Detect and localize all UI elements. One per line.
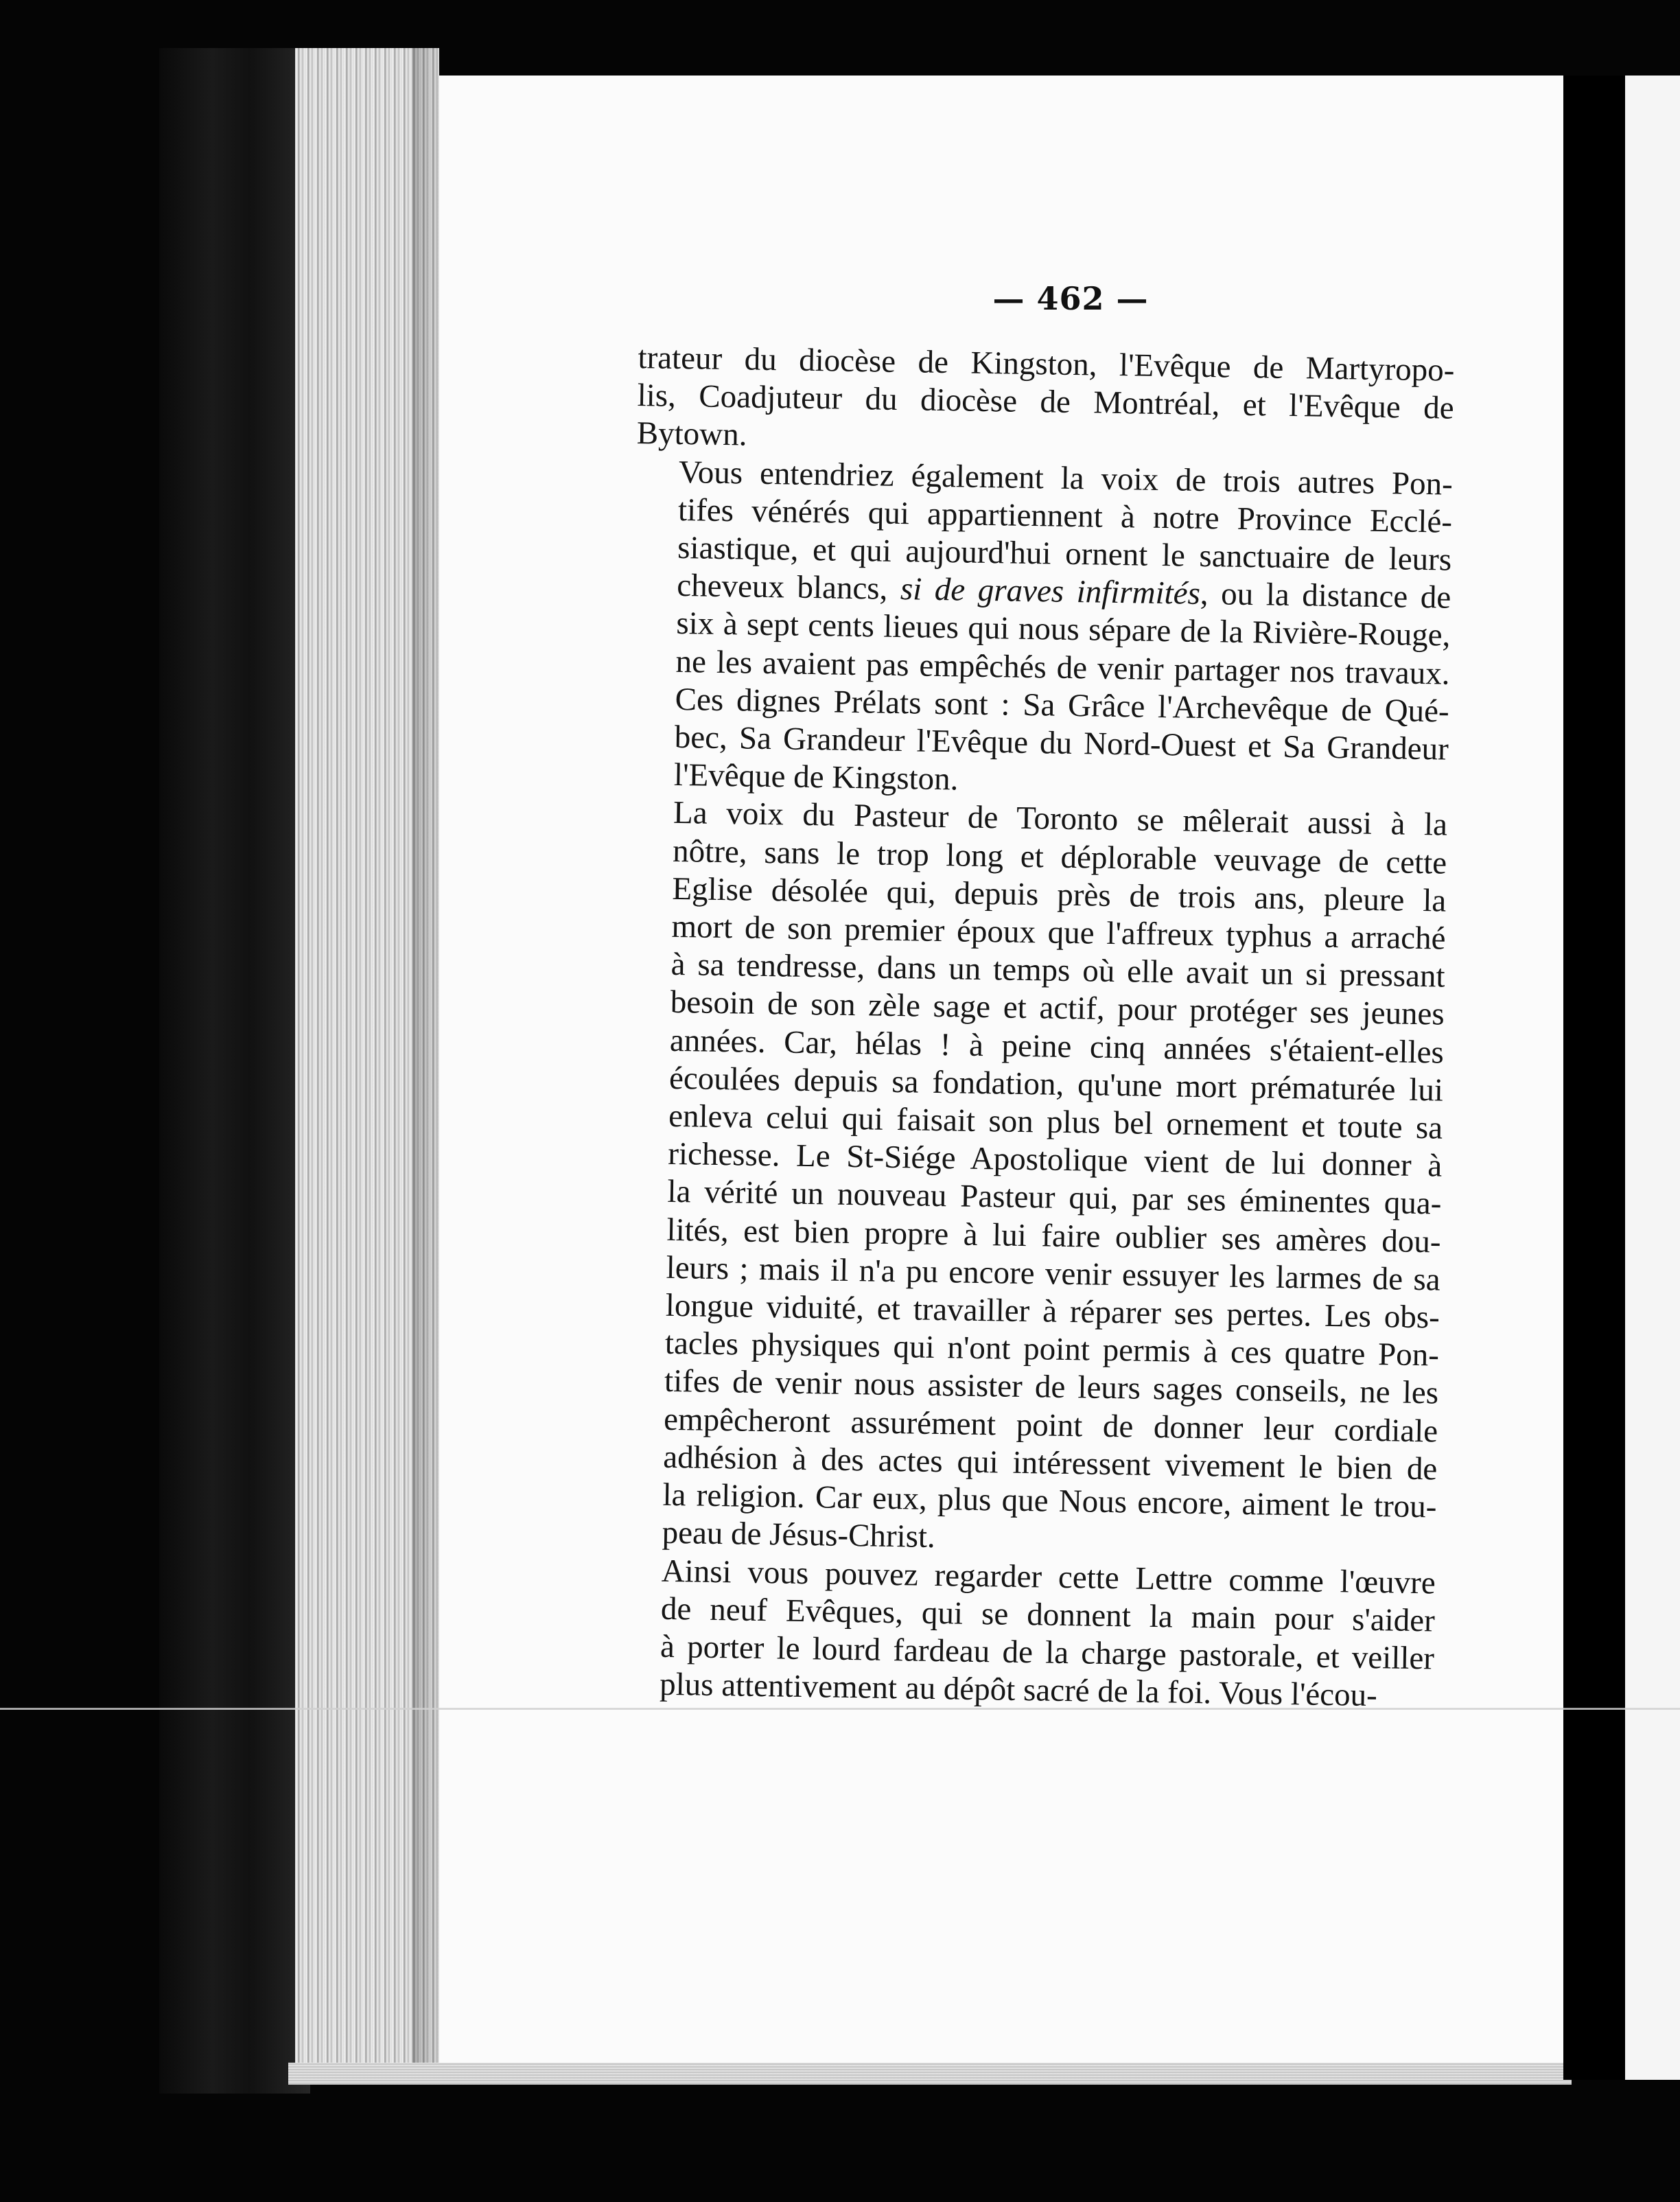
text-line: mort de son premier époux que l'affreux typhus a arraché [671,908,1446,957]
text-line: l'Evêque de Kingston. [673,757,959,798]
text-line: Ces dignes Prélats sont : Sa Grâce l'Archevêque de Qué- [675,681,1450,730]
text-line: tifes de venir nous assister de leurs sages conseils, ne les [664,1363,1439,1411]
facing-page-sliver [1625,76,1680,2080]
gutter-shadow [1563,76,1625,2080]
text-line: nôtre, sans le trop long et déplorable veuvage de cette [672,833,1447,881]
text-line: tifes vénérés qui appartiennent à notre Province Ecclé- [677,491,1453,540]
book-cover-edge [159,48,310,2094]
text-line: longue viduité, et travailler à réparer ses pertes. Les obs- [665,1287,1440,1336]
text-line: empêcheront assurément point de donner leur cordiale [663,1401,1438,1450]
text-line: Bytown. [636,415,747,453]
text-line: adhésion à des actes qui intéressent vivement le bien de [663,1439,1438,1487]
text-line: de neuf Evêques, qui se donnent la main pour s'aider [660,1590,1436,1639]
text-line: Eglise désolée qui, depuis près de trois ans, pleure la [672,870,1447,919]
paragraph [636,339,1454,465]
text-line: trateur du diocèse de Kingston, l'Evêque de Martyropo- [638,339,1455,389]
text-line: leurs ; mais il n'a pu encore venir essuyer les larmes de sa [666,1249,1441,1298]
text-line: plus attentivement au dépôt sacré de la foi. Vous l'écou- [659,1666,1378,1714]
text-line: besoin de son zèle sage et actif, pour protéger ses jeunes [670,984,1445,1033]
page-bottom-edge [288,2063,1572,2085]
text-line: la vérité un nouveau Pasteur qui, par ses éminentes qua- [667,1174,1442,1222]
text-line: La voix du Pasteur de Toronto se mêlerait aussi à la [673,795,1448,844]
text-line: ne les avaient pas empêchés de venir partager nos travaux. [675,643,1450,692]
paragraph [617,1551,1436,1715]
text-line: lis, Coadjuteur du diocèse de Montréal, et l'Evêque de [637,378,1454,426]
page-number: — 462 — [992,280,1149,317]
body-text [617,339,1455,1716]
text-line: années. Car, hélas ! à peine cinq années s'étaient-elles [669,1022,1445,1071]
text-line: Vous entendriez également la voix de trois autres Pon- [678,454,1454,502]
text-line: bec, Sa Grandeur l'Evêque du Nord-Ouest et Sa Grandeur [674,719,1449,767]
text-line: Ainsi vous pouvez regarder cette Lettre comme l'œuvre [661,1553,1436,1601]
text-line: tacles physiques qui n'ont point permis à ces quatre Pon- [664,1325,1440,1374]
text-line: lités, est bien propre à lui faire oublier ses amères dou- [666,1212,1441,1260]
text-line: siastique, et qui aujourd'hui ornent le sanctuaire de leurs [677,529,1452,578]
text-line: à sa tendresse, dans un temps où elle avait un si pressant [670,947,1445,995]
paragraph [619,793,1447,1564]
text-line: peau de Jésus-Christ. [662,1515,936,1555]
text-line: cheveux blancs, si de graves infirmités, ou la distance de [676,568,1451,616]
text-line: à porter le lourd fardeau de la charge pastorale, et veiller [660,1628,1435,1677]
text-line: la religion. Car eux, plus que Nous encore, aiment le trou- [662,1476,1437,1525]
text-line: écoulées depuis sa fondation, qu'une mort prématurée lui [668,1060,1444,1109]
italic-phrase: si de graves infirmités [900,571,1201,612]
text-line: richesse. Le St-Siége Apostolique vient de lui donner à [667,1136,1443,1184]
text-line: six à sept cents lieues qui nous sépare de la Rivière-Rouge, [676,605,1451,654]
paragraph [631,453,1454,807]
text-line: enleva celui qui faisait son plus bel ornement et toute sa [668,1098,1443,1146]
